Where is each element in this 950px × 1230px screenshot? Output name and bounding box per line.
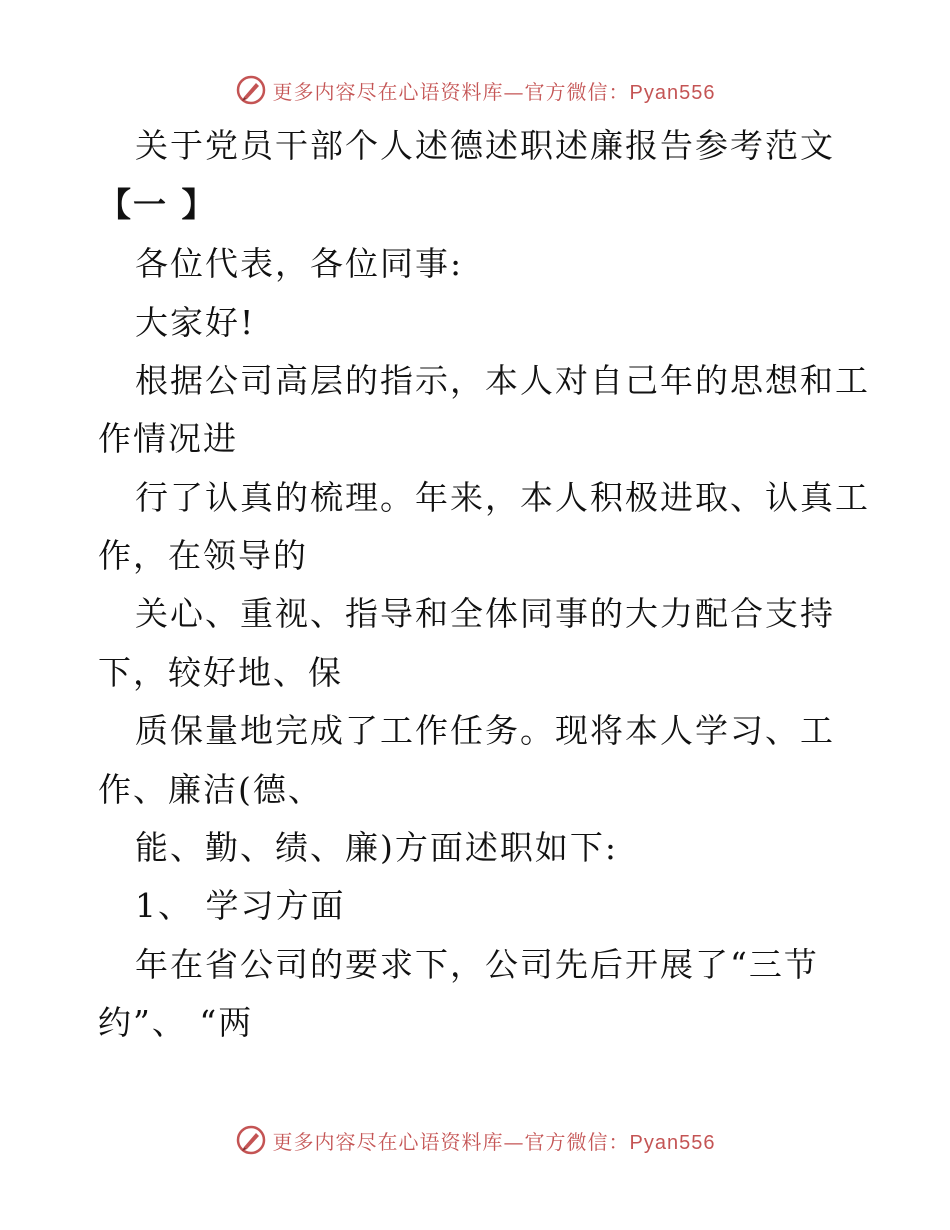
- section-heading: 1、 学习方面: [135, 886, 346, 925]
- header-banner: [0, 70, 950, 110]
- paragraph-line: 行了认真的梳理。年来，本人积极进取、认真工: [135, 478, 870, 517]
- section-marker: 【一 】: [98, 185, 217, 224]
- paragraph-line: 作，在领导的: [98, 536, 308, 575]
- wechat-id: Pyan556: [629, 1131, 716, 1154]
- paragraph-line: 下，较好地、保: [98, 653, 343, 692]
- paragraph-line: 年在省公司的要求下，公司先后开展了“三节: [135, 945, 819, 984]
- pen-logo-icon: [235, 74, 267, 106]
- banner-text: 更多内容尽在心语资料库—官方微信：Pyan556: [272, 79, 716, 104]
- paragraph-line: 根据公司高层的指示，本人对自己年的思想和工: [135, 361, 870, 400]
- paragraph-line: 质保量地完成了工作任务。现将本人学习、工: [135, 711, 835, 750]
- banner-text: 更多内容尽在心语资料库—官方微信：Pyan556: [272, 1129, 716, 1154]
- paragraph-line: 大家好!: [135, 303, 256, 342]
- pen-logo-icon: [235, 1124, 267, 1156]
- paragraph-line: 作情况进: [98, 419, 238, 458]
- wechat-id: Pyan556: [629, 81, 716, 104]
- document-title: 关于党员干部个人述德述职述廉报告参考范文: [135, 126, 835, 165]
- paragraph-line: 能、勤、绩、廉)方面述职如下:: [135, 828, 618, 867]
- footer-banner: [0, 1120, 950, 1160]
- paragraph-line: 约”、 “两: [98, 1003, 254, 1042]
- paragraph-line: 各位代表，各位同事:: [135, 244, 464, 283]
- paragraph-line: 关心、重视、指导和全体同事的大力配合支持: [135, 594, 835, 633]
- paragraph-line: 作、廉洁(德、: [98, 770, 323, 809]
